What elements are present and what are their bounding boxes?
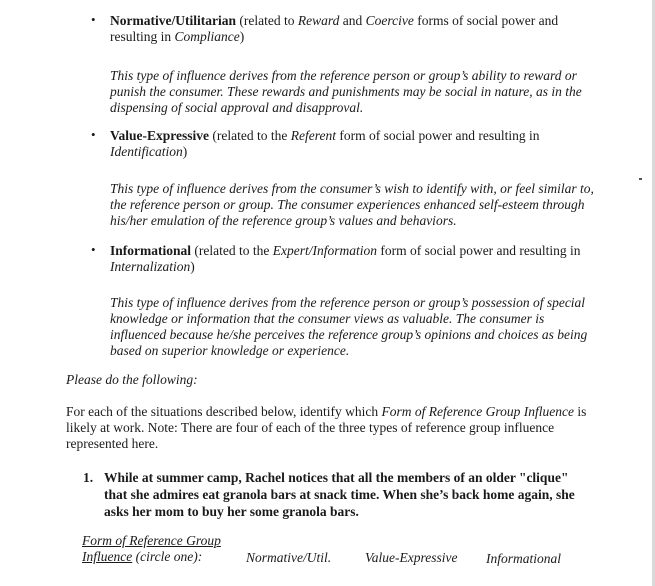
form-label-cont: Influence (circle one): [82, 549, 203, 564]
explanation-line: This type of influence derives from the reference person or group’s ability to reward or [110, 68, 577, 83]
item-title: Value-Expressive [110, 128, 210, 143]
explanation-line: dispensing of social approval and disapproval. [110, 100, 364, 115]
item-normative-heading-cont: resulting in Compliance) [110, 29, 245, 44]
explanation-line: knowledge or information that the consumer views as valuable. The consumer is [110, 311, 545, 326]
question-text-line: asks her mom to buy her some granola bars. [104, 504, 359, 519]
form-label: Form of Reference Group [82, 533, 221, 548]
explanation-line: based on superior knowledge or experience. [110, 343, 350, 358]
item-title: Normative/Utilitarian [110, 13, 236, 28]
explanation-line: punish the consumer. These rewards and punishments may be social in nature, as in the [110, 84, 582, 99]
option-normative[interactable]: Normative/Util. [246, 550, 332, 565]
question-text-line: that she admires eat granola bars at snack time. When she’s back home again, she [104, 487, 575, 502]
explanation-line: This type of influence derives from the reference person or group’s possession of special [110, 295, 586, 310]
scan-speck [639, 178, 642, 180]
bullet: • [91, 242, 96, 257]
question-text-line: While at summer camp, Rachel notices that all the members of an older "clique" [104, 470, 569, 485]
item-normative-heading: Normative/Utilitarian (related to Reward and Coercive forms of social power and [110, 13, 559, 28]
explanation-line: This type of influence derives from the consumer’s wish to identify with, or feel similar to, [110, 181, 594, 196]
instructions-line: For each of the situations described below, identify which Form of Reference Group Influence is [66, 404, 587, 419]
explanation-line: his/her emulation of the reference group’s values and behaviors. [110, 213, 457, 228]
bullet: • [91, 127, 96, 142]
item-value-expressive-heading-cont: Identification) [110, 144, 188, 159]
item-title: Informational [110, 243, 191, 258]
item-value-expressive-heading: Value-Expressive (related to the Referent form of social power and resulting in [110, 128, 540, 143]
item-informational-heading: Informational (related to the Expert/Information form of social power and resulting in [110, 243, 581, 258]
item-informational-heading-cont: Internalization) [110, 259, 195, 274]
explanation-line: the reference person or group. The consumer experiences enhanced self-esteem through [110, 197, 585, 212]
section-prompt: Please do the following: [66, 372, 198, 387]
instructions-line: likely at work. Note: There are four of each of the three types of reference group influence [66, 420, 555, 435]
instructions-line: represented here. [66, 436, 159, 451]
question-number: 1. [83, 470, 94, 485]
explanation-line: influenced because he/she perceives the reference group’s opinions and choices as being [110, 327, 588, 342]
option-value-expressive[interactable]: Value-Expressive [365, 550, 458, 565]
option-informational[interactable]: Informational [486, 551, 562, 566]
bullet: • [91, 12, 96, 27]
